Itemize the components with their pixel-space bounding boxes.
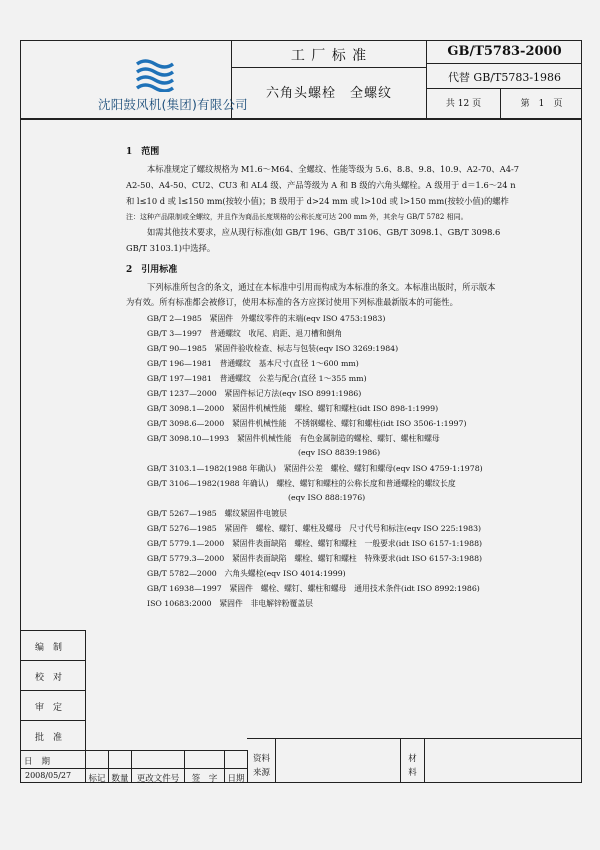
footer-material-2: 料 [408,768,417,778]
section-1-line-1: 本标准规定了螺纹规格为 M1.6～M64、全螺纹、性能等级为 5.6、8.8、9.8、10.9、A2-70、A4-7 [147,164,520,174]
header-rule-right-2 [426,88,582,89]
reference-item: GB/T 3098.6—2000 紧固件机械性能 不锈钢螺栓、螺钉和螺柱(idt ISO 3506-1:1997) [147,419,467,428]
label-review: 审定 [35,703,72,713]
date-value: 2008/05/27 [25,771,72,780]
footer-mid-rule [85,768,247,769]
section-1-line-4: 如需其他技术要求，应从现行标准(如 GB/T 196、GB/T 3106、GB/T 3098.1、GB/T 3098.6 [147,227,501,237]
side-block-divider [85,630,86,783]
header-bottom-rule [20,118,582,120]
total-pages: 共 12 页 [445,99,482,109]
footer-mark: 标记 [88,774,106,784]
footer-col-8 [424,738,425,783]
footer-data-source-1: 资料 [252,754,270,764]
reference-item: GB/T 1237—2000 紧固件标记方法(eqv ISO 8991:1986) [147,389,362,398]
reference-item: GB/T 3103.1—1982(1988 年确认) 紧固件公差 螺栓、螺钉和螺母(eqv ISO 4759-1:1978) [147,464,483,473]
footer-top-rule [85,750,247,751]
footer-date: 日期 [227,774,245,784]
reference-item: GB/T 3098.1—2000 紧固件机械性能 螺栓、螺钉和螺柱(idt ISO 898-1:1999) [147,404,439,413]
side-rule-1 [20,660,85,661]
replaces-standard: 代替 GB/T5783-1986 [447,71,562,84]
header-rule-right-1 [426,63,582,64]
reference-item: GB/T 5267—1985 螺纹紧固件电镀层 [147,509,287,518]
reference-item: GB/T 197—1981 普通螺纹 公差与配合(直径 1～355 mm) [147,374,367,383]
reference-item: GB/T 5779.1—2000 紧固件表面缺陷 螺栓、螺钉和螺柱 一般要求(idt ISO 6157-1:1988) [147,539,483,548]
side-rule-0 [20,630,85,631]
footer-qty: 数量 [111,774,129,784]
reference-item-continued: (eqv ISO 8839:1986) [298,448,381,457]
section-1-line-5: GB/T 3103.1)中选择。 [126,243,216,253]
footer-sign: 签 字 [191,774,218,784]
section-1-line-3: 和 l≤10 d 或 l≤150 mm(按较小值)；B 级用于 d>24 mm 或 l>10d 或 l>150 mm(按较小值)的螺柞 [126,196,509,206]
company-logo-icon [135,58,175,92]
standard-type: 工 厂 标 准 [290,48,368,64]
side-rule-4 [20,750,85,751]
reference-item: GB/T 2—1985 紧固件 外螺纹零件的末端(eqv ISO 4753:1983) [147,314,386,323]
reference-item: GB/T 5779.3—2000 紧固件表面缺陷 螺栓、螺钉和螺柱 特殊要求(idt ISO 6157-3:1988) [147,554,483,563]
section-1-note: 注：这种产品限制或全螺纹，并且作为商品长度规格的公称长度可达 200 mm 外，其余与 GB/T 5782 相同。 [126,213,468,221]
page-number: 第 1 页 [520,99,563,109]
section-1-heading: 1 范围 [126,147,160,157]
reference-item: GB/T 3—1997 普通螺纹 收尾、肩距、退刀槽和倒角 [147,329,343,338]
footer-material-1: 材 [408,754,417,764]
footer-right-top-rule [247,738,582,739]
side-rule-3 [20,720,85,721]
footer-col-6 [275,738,276,783]
side-rule-2 [20,690,85,691]
footer-change-doc: 更改文件号 [136,774,180,784]
label-date: 日期 [24,757,60,767]
reference-item: GB/T 90—1985 紧固件验收检查、标志与包装(eqv ISO 3269:1984) [147,344,399,353]
label-compile: 编制 [35,643,72,653]
reference-item: GB/T 5782—2000 六角头螺栓(eqv ISO 4014:1999) [147,569,346,578]
reference-item: GB/T 3098.10—1993 紧固件机械性能 有色金属制造的螺栓、螺钉、螺柱和螺母 [147,434,440,443]
reference-item: ISO 10683:2000 紧固件 非电解锌粉覆盖层 [147,599,313,608]
reference-item: GB/T 16938—1997 紧固件 螺栓、螺钉、螺柱和螺母 通用技术条件(idt ISO 8992:1986) [147,584,480,593]
label-approve: 批准 [35,733,72,743]
header-rule-left [231,67,426,68]
reference-item: GB/T 3106—1982(1988 年确认) 螺栓、螺钉和螺柱的公称长度和普通螺栓的螺纹长度 [147,479,456,488]
standard-number: GB/T5783-2000 [447,44,562,59]
company-name: 沈阳鼓风机(集团)有限公司 [98,97,248,112]
section-2-line-1: 下列标准所包含的条文，通过在本标准中引用而构成为本标准的条文。本标准出版时，所示版本 [147,282,496,292]
reference-item: GB/T 5276—1985 紧固件 螺栓、螺钉、螺柱及螺母 尺寸代号和标注(eqv ISO 225:1983) [147,524,482,533]
document-title: 六角头螺栓 全螺纹 [265,86,392,101]
section-2-heading: 2 引用标准 [126,265,178,275]
section-2-line-2: 为有效。所有标准都会被修订，使用本标准的各方应探讨使用下列标准最新版本的可能性。 [126,297,458,307]
reference-item-continued: (eqv ISO 888:1976) [288,493,366,502]
label-proofread: 校对 [35,673,72,683]
footer-data-source-2: 来源 [252,768,270,778]
side-rule-5 [20,768,85,769]
section-1-line-2: A2-50、A4-50、CU2、CU3 和 AL4 级、产品等级为 A 和 B 级的六角头螺栓。A 级用于 d＝1.6～24 n [126,180,516,190]
reference-item: GB/T 196—1981 普通螺纹 基本尺寸(直径 1～600 mm) [147,359,359,368]
